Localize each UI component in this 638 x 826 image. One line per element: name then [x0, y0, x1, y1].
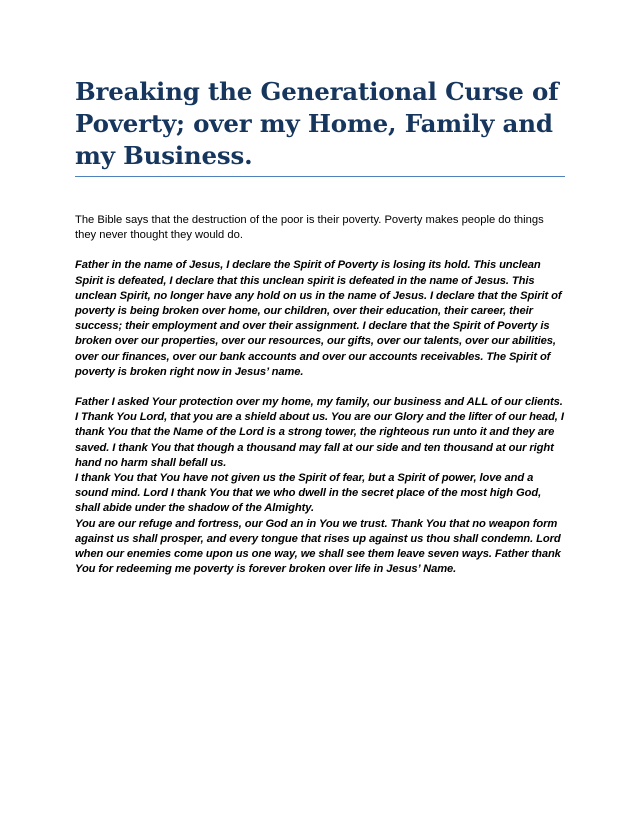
refuge-paragraph: You are our refuge and fortress, our God an in You we trust. Thank You that no weapon form against us shall prosper, and every tongue that rises up against us thou shall condemn. Lord when our enemies come upon us one way, we shall see them leave seven ways. Father thank You for redeeming me poverty is forever broken over life in Jesus’ Name. — [75, 517, 561, 576]
intro-paragraph: The Bible says that the destruction of the poor is their poverty. Poverty makes people do things they never thought they would do. — [75, 214, 544, 242]
title-underline-divider — [75, 176, 565, 177]
declaration-paragraph: Father in the name of Jesus, I declare the Spirit of Poverty is losing its hold. This unclean Spirit is defeated, I declare that this unclean spirit is defeated in the name of Jesus. This unclean Spirit, no longer have any hold on us in the name of Jesus. I declare that the Spirit of poverty is being broken over home, our children, over their education, their career, their success; their employment and over their assignment. I declare that the Spirit of Poverty is broken over our properties, over our resources, our gifts, over our talents, over our abilities, over our finances, over our bank accounts and over our accounts receivables. The Spirit of poverty is broken right now in Jesus’ name. — [75, 259, 562, 378]
fear-paragraph: I thank You that You have not given us the Spirit of fear, but a Spirit of power, love and a sound mind. Lord I thank You that we who dwell in the secret place of the most high God, shall abide under the shadow of the Almighty. — [75, 472, 542, 515]
document-title: Breaking the Generational Curse of Poverty; over my Home, Family and my Business. — [75, 77, 559, 170]
protection-paragraph: Father I asked Your protection over my home, my family, our business and ALL of our clients. I Thank You Lord, that you are a shield about us. You are our Glory and the lifter of our head, I thank You that the Name of the Lord is a strong tower, the righteous run unto it and they are saved. I thank You that though a thousand may fall at our side and ten thousand at our right hand no harm shall befall us. — [75, 396, 564, 469]
title-block — [75, 76, 565, 177]
document-body — [75, 213, 565, 577]
